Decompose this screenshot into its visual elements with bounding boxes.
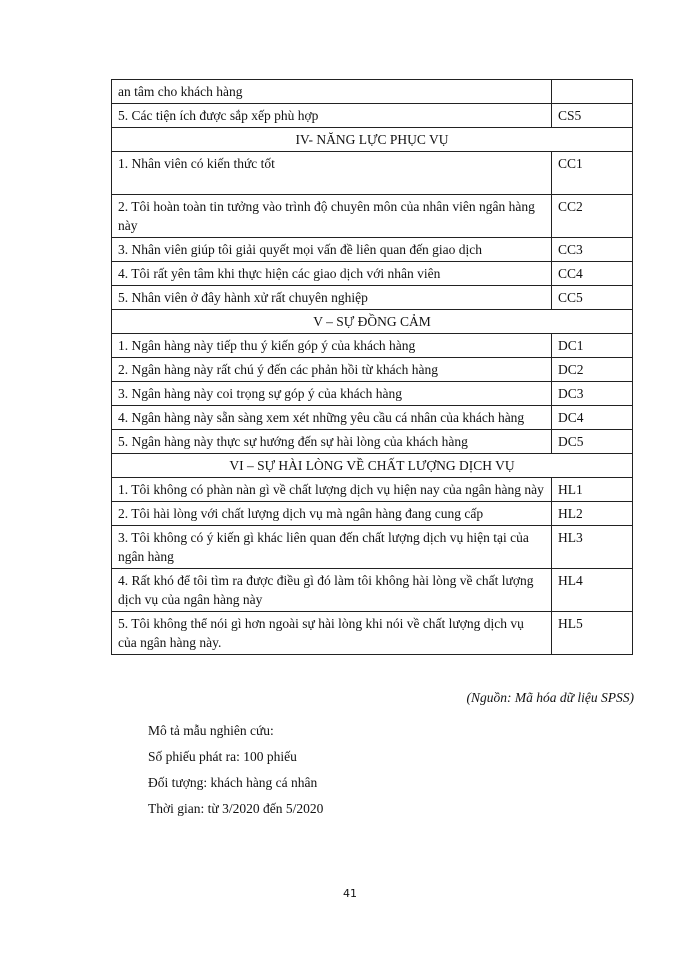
sample-subject: Đối tượng: khách hàng cá nhân bbox=[148, 775, 318, 790]
item-code: HL1 bbox=[552, 478, 633, 502]
item-code: HL2 bbox=[552, 502, 633, 526]
table-row bbox=[112, 334, 633, 358]
table-row bbox=[112, 502, 633, 526]
table-row bbox=[112, 406, 633, 430]
table-row bbox=[112, 358, 633, 382]
item-code: DC5 bbox=[552, 430, 633, 454]
item-code: CC5 bbox=[552, 286, 633, 310]
item-statement: 1. Ngân hàng này tiếp thu ý kiến góp ý của khách hàng bbox=[112, 334, 552, 358]
table-row bbox=[112, 478, 633, 502]
sample-period: Thời gian: từ 3/2020 đến 5/2020 bbox=[148, 801, 324, 816]
table-row bbox=[112, 262, 633, 286]
item-code: CC4 bbox=[552, 262, 633, 286]
item-code: DC3 bbox=[552, 382, 633, 406]
item-code: CC3 bbox=[552, 238, 633, 262]
section-heading: VI – SỰ HÀI LÒNG VỀ CHẤT LƯỢNG DỊCH VỤ bbox=[112, 454, 633, 478]
item-statement: 2. Tôi hài lòng với chất lượng dịch vụ mà ngân hàng đang cung cấp bbox=[112, 502, 552, 526]
item-code: HL4 bbox=[552, 569, 633, 612]
sample-description-title: Mô tả mẫu nghiên cứu: bbox=[148, 723, 274, 738]
item-statement: 5. Các tiện ích được sắp xếp phù hợp bbox=[112, 104, 552, 128]
section-row bbox=[112, 128, 633, 152]
item-statement: 2. Ngân hàng này rất chú ý đến các phản hồi từ khách hàng bbox=[112, 358, 552, 382]
sample-count: Số phiếu phát ra: 100 phiếu bbox=[148, 749, 297, 764]
item-code bbox=[552, 80, 633, 104]
section-row bbox=[112, 310, 633, 334]
item-statement: 5. Nhân viên ở đây hành xử rất chuyên nghiệp bbox=[112, 286, 552, 310]
table-row bbox=[112, 430, 633, 454]
table-row bbox=[112, 152, 633, 195]
sample-description bbox=[148, 718, 323, 822]
item-statement: an tâm cho khách hàng bbox=[112, 80, 552, 104]
table-row bbox=[112, 569, 633, 612]
table-row bbox=[112, 612, 633, 655]
page-number: 41 bbox=[343, 887, 357, 900]
section-heading: V – SỰ ĐỒNG CẢM bbox=[112, 310, 633, 334]
item-statement: 5. Ngân hàng này thực sự hướng đến sự hài lòng của khách hàng bbox=[112, 430, 552, 454]
section-row bbox=[112, 454, 633, 478]
item-statement: 4. Tôi rất yên tâm khi thực hiện các giao dịch với nhân viên bbox=[112, 262, 552, 286]
item-statement: 3. Tôi không có ý kiến gì khác liên quan đến chất lượng dịch vụ hiện tại của ngân hàng bbox=[112, 526, 552, 569]
item-code: CS5 bbox=[552, 104, 633, 128]
item-code: DC2 bbox=[552, 358, 633, 382]
table-row bbox=[112, 195, 633, 238]
table-row bbox=[112, 104, 633, 128]
item-statement: 4. Ngân hàng này sẵn sàng xem xét những yêu cầu cá nhân của khách hàng bbox=[112, 406, 552, 430]
item-code: CC1 bbox=[552, 152, 633, 195]
section-heading: IV- NĂNG LỰC PHỤC VỤ bbox=[112, 128, 633, 152]
item-statement: 2. Tôi hoàn toàn tin tưởng vào trình độ chuyên môn của nhân viên ngân hàng này bbox=[112, 195, 552, 238]
table-row bbox=[112, 382, 633, 406]
item-statement: 1. Tôi không có phàn nàn gì về chất lượng dịch vụ hiện nay của ngân hàng này bbox=[112, 478, 552, 502]
item-statement: 3. Ngân hàng này coi trọng sự góp ý của khách hàng bbox=[112, 382, 552, 406]
item-code: HL3 bbox=[552, 526, 633, 569]
table-row bbox=[112, 80, 633, 104]
table-row bbox=[112, 526, 633, 569]
item-statement: 1. Nhân viên có kiến thức tốt bbox=[112, 152, 552, 195]
item-code: DC4 bbox=[552, 406, 633, 430]
item-code: DC1 bbox=[552, 334, 633, 358]
source-note: (Nguồn: Mã hóa dữ liệu SPSS) bbox=[466, 690, 634, 705]
item-code: CC2 bbox=[552, 195, 633, 238]
item-statement: 5. Tôi không thể nói gì hơn ngoài sự hài lòng khi nói về chất lượng dịch vụ của ngân hàng này. bbox=[112, 612, 552, 655]
table-row bbox=[112, 238, 633, 262]
survey-table-body bbox=[112, 80, 633, 655]
table-row bbox=[112, 286, 633, 310]
item-statement: 3. Nhân viên giúp tôi giải quyết mọi vấn đề liên quan đến giao dịch bbox=[112, 238, 552, 262]
item-statement: 4. Rất khó để tôi tìm ra được điều gì đó làm tôi không hài lòng về chất lượng dịch vụ của ngân hàng này bbox=[112, 569, 552, 612]
survey-table bbox=[111, 79, 633, 655]
item-code: HL5 bbox=[552, 612, 633, 655]
